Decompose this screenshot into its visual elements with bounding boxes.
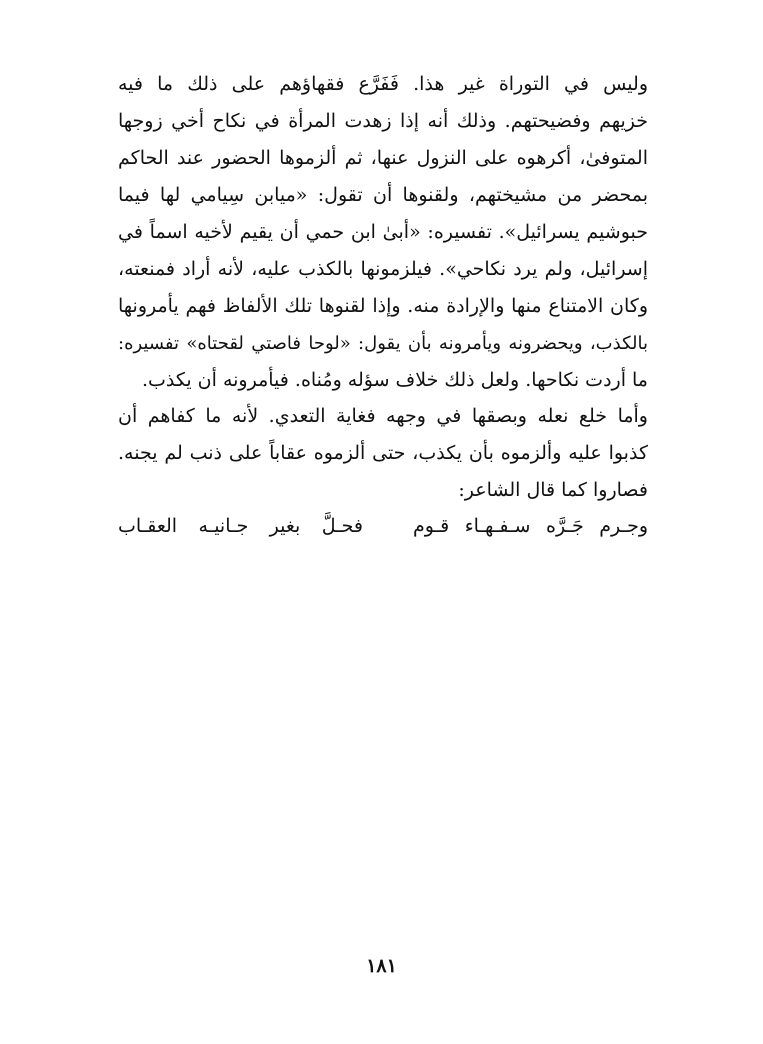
paragraph-1 — [118, 66, 648, 399]
text-line: بمحضر من مشيختهم، ولقنوها أن تقول: «ميابن سِيامي لها فيما — [118, 184, 648, 206]
text-line: بالكذب، ويحضرونه ويأمرونه بأن يقول: «لوحا فاصتي لقحتاه» تفسيره: — [118, 333, 648, 354]
text-line: حبوشيم يسرائيل». تفسيره: «أبىٰ ابن حمي أن يقيم لأخيه اسماً في — [118, 221, 648, 243]
poetry-verse — [118, 508, 648, 545]
text-line: المتوفىٰ، أكرهوه على النزول عنها، ثم ألزموها الحضور عند الحاكم — [118, 147, 648, 169]
text-line: خزيهم وفضيحتهم. وذلك أنه إذا زهدت المرأة في نكاح أخي زوجها — [118, 110, 648, 132]
text-line: فصاروا كما قال الشاعر: — [458, 479, 648, 501]
text-line: كذبوا عليه وألزموه بأن يكذب، حتى ألزموه عقاباً على ذنب لم يجنه. — [118, 442, 648, 464]
text-line: وليس في التوراة غير هذا. فَفَرَّع فقهاؤهم على ذلك ما فيه — [118, 73, 648, 95]
text-line: وكان الامتناع منها والإرادة منه. وإذا لقنوها تلك الألفاظ فهم يأمرونها — [118, 295, 648, 317]
verse-second-hemistich: فحـلَّ بغير جـانيـه العقـاب — [118, 515, 363, 537]
text-line: إسرائيل، ولم يرد نكاحي». فيلزمونها بالكذب عليه، لأنه أراد فمنعته، — [118, 258, 648, 280]
text-line: وأما خلع نعله وبصقها في وجهه فغاية التعدي. لأنه ما كفاهم أن — [118, 405, 648, 427]
text-line: ما أردت نكاحها. ولعل ذلك خلاف سؤله ومُناه. فيأمرونه أن يكذب. — [141, 369, 648, 391]
paragraph-2 — [118, 398, 648, 509]
verse-first-hemistich: وجـرم جَـرَّه سـفـهـاء قـوم — [413, 515, 648, 537]
page-number: ١٨١ — [366, 955, 397, 977]
